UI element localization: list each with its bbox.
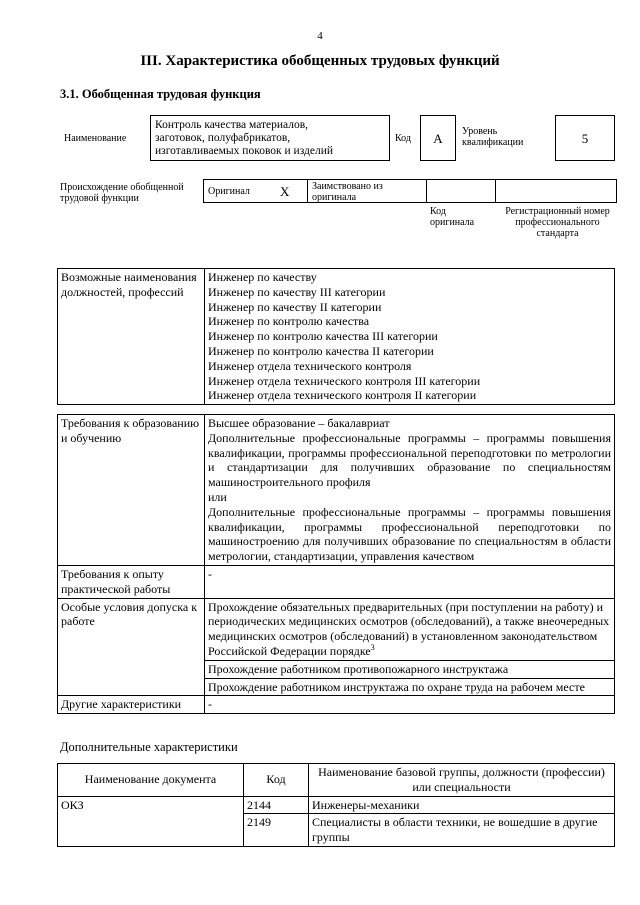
position-item: Инженер по контролю качества III категории — [208, 329, 438, 344]
subsection-title: 3.1. Обобщенная трудовая функция — [60, 87, 261, 101]
section-title: III. Характеристика обобщенных трудовых функций — [140, 53, 500, 69]
requirements-table — [57, 414, 615, 714]
other-value: - — [205, 696, 615, 714]
original-cell — [203, 179, 308, 203]
row-name: Инженеры-механики — [309, 796, 615, 814]
positions-list — [205, 269, 615, 405]
page-number: 4 — [317, 30, 323, 42]
row-name: Специалисты в области техники, не вошедшие в другие группы — [309, 814, 615, 847]
original-label: Оригинал — [208, 186, 250, 197]
header-doc: Наименование документа — [58, 764, 244, 797]
position-item: Инженер по качеству — [208, 270, 317, 284]
position-item: Инженер по контролю качества II категории — [208, 343, 434, 358]
function-name-box — [150, 115, 390, 161]
header-code: Код — [244, 764, 309, 797]
other-label: Другие характеристики — [58, 696, 205, 714]
position-item: Инженер по качеству III категории — [208, 284, 386, 299]
doc-name: ОКЗ — [58, 796, 244, 846]
origin-label: Происхождение обобщенной трудовой функции — [60, 182, 184, 204]
function-name-line: изготавливаемых поковок и изделий — [155, 145, 334, 157]
function-name-line: заготовок, полуфабрикатов, — [155, 132, 291, 144]
admission-item: Прохождение работником инструктажа по охране труда на рабочем месте — [205, 678, 615, 696]
header-group: Наименование базовой группы, должности (профессии) или специальности — [309, 764, 615, 797]
borrowed-cell: Заимствовано из оригинала — [307, 179, 427, 203]
reg-number-cell — [495, 179, 617, 203]
additional-table — [57, 763, 615, 847]
education-line: Дополнительные профессиональные программы – программы повышения квалификации, программы профессиональной переподготовки по метрологии и стандартизации для получивших образование по специальностям машиностроительного профиля — [208, 430, 611, 490]
positions-table — [57, 268, 615, 405]
code-original-label: Код оригинала — [430, 206, 475, 228]
admission-label: Особые условия допуска к работе — [58, 598, 205, 696]
original-mark: X — [280, 184, 290, 199]
code-label: Код — [395, 133, 411, 144]
name-label: Наименование — [64, 133, 127, 144]
admission-item — [205, 598, 615, 660]
education-line: Дополнительные профессиональные программы – программы повышения квалификации, программы профессиональной переподготовки по машиностроению для получивших образование по специальностям в области метрологии, стандартизации, управления качеством — [208, 504, 611, 564]
education-line: Высшее образование – бакалавриат — [208, 416, 390, 430]
footnote-mark: 3 — [370, 642, 375, 652]
position-item: Инженер отдела технического контроля III категории — [208, 373, 481, 388]
education-line: или — [208, 489, 227, 504]
additional-title: Дополнительные характеристики — [60, 740, 238, 754]
experience-label: Требования к опыту практической работы — [58, 565, 205, 598]
row-code: 2149 — [244, 814, 309, 847]
experience-value: - — [205, 565, 615, 598]
reg-number-label: Регистрационный номер профессионального стандарта — [505, 206, 610, 239]
admission-text: Прохождение обязательных предварительных (при поступлении на работу) и периодических медицинских осмотров (обследований), а также внеочередных медицинских осмотров (обследований) в установленном законодательством Российской Федерации порядке — [208, 599, 610, 658]
row-code: 2144 — [244, 796, 309, 814]
admission-item: Прохождение работником противопожарного инструктажа — [205, 660, 615, 678]
position-item: Инженер отдела технического контроля II категории — [208, 388, 477, 403]
code-value: А — [420, 115, 456, 161]
position-item: Инженер отдела технического контроля — [208, 358, 412, 373]
level-value: 5 — [555, 115, 615, 161]
positions-label: Возможные наименования должностей, профессий — [58, 269, 205, 405]
education-label: Требования к образованию и обучению — [58, 415, 205, 566]
education-cell — [205, 415, 615, 566]
position-item: Инженер по качеству II категории — [208, 299, 382, 314]
position-item: Инженер по контролю качества — [208, 314, 370, 329]
code-original-cell — [426, 179, 496, 203]
function-name-line: Контроль качества материалов, — [155, 119, 309, 131]
level-label: Уровень квалификации — [462, 126, 524, 148]
